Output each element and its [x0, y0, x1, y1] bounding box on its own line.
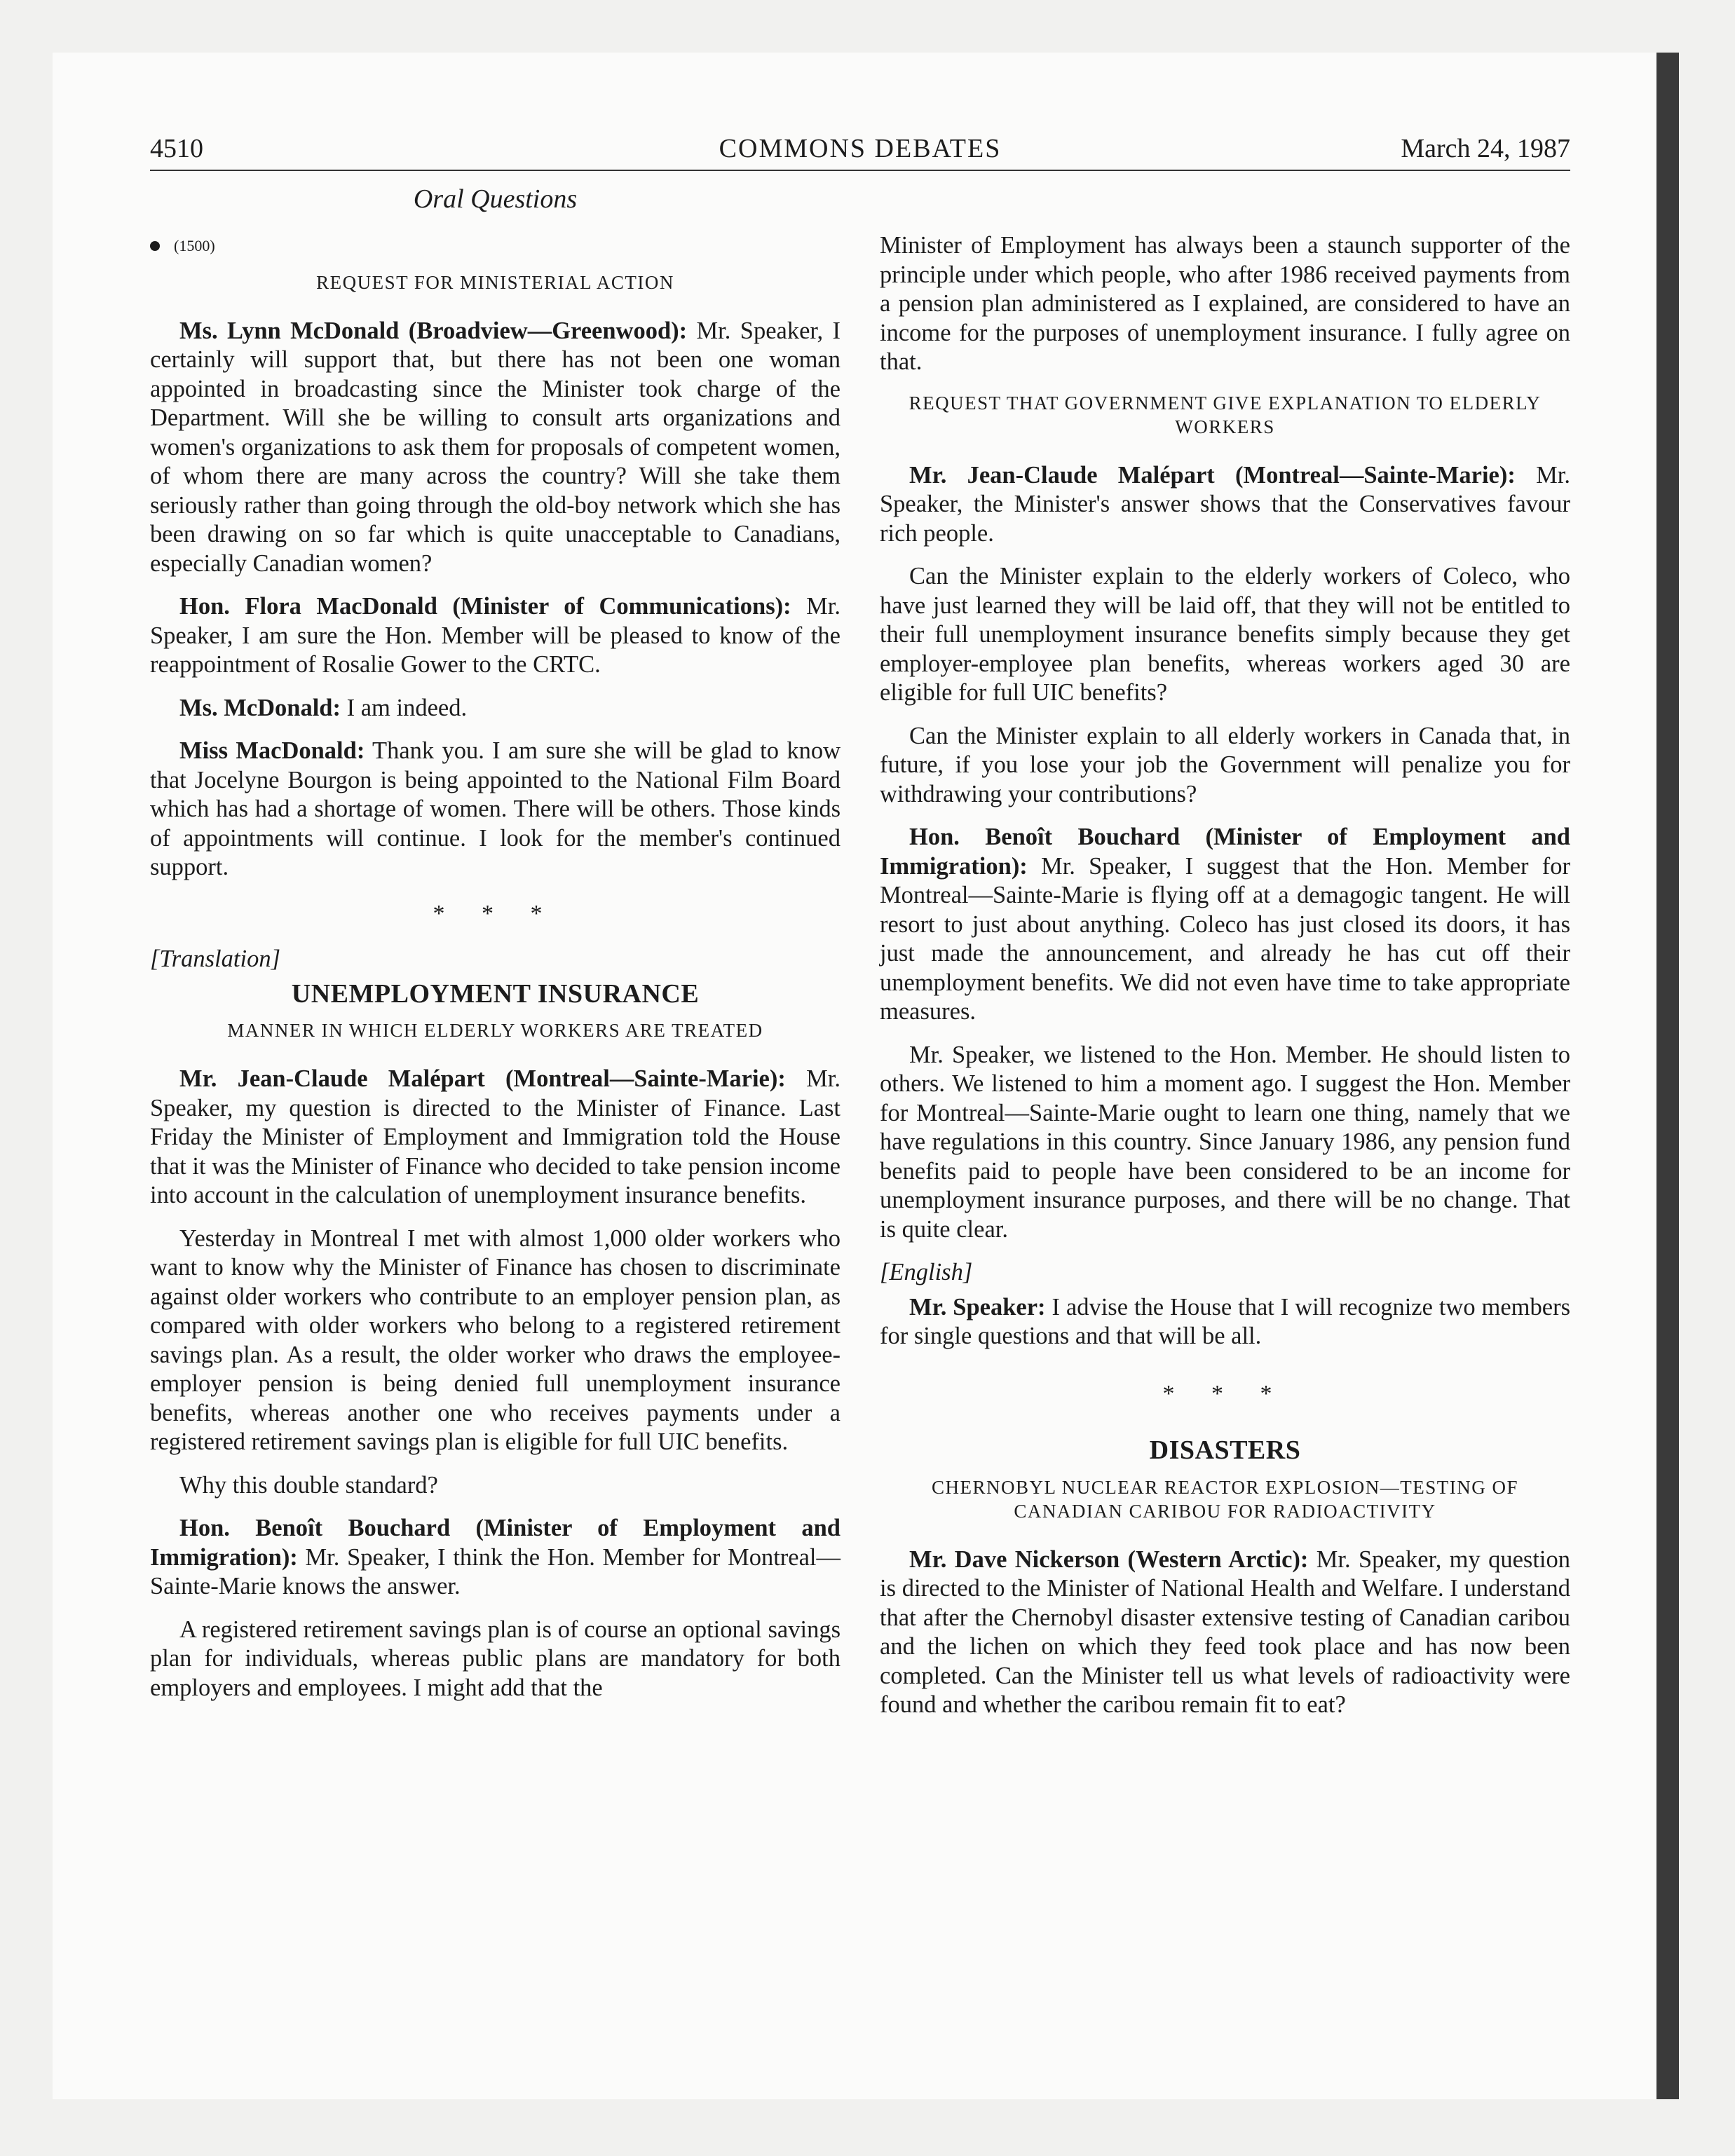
- speaker-name: Ms. McDonald:: [179, 694, 341, 721]
- paragraph: Can the Minister explain to the elderly workers of Coleco, who have just learned they will be laid off, that they will not be entitled to their full unemployment insurance benefits simply because they get employer-employee plan benefits, whereas workers aged 30 are eligible for full UIC benefits?: [880, 563, 1570, 706]
- running-header: [150, 133, 1570, 171]
- paragraph: [880, 461, 1570, 549]
- paragraph: Minister of Employment has always been a staunch supporter of the principle under which people, who after 1986 received payments from a pension plan administered as I explained, are considered to have an income for the purposes of unemployment insurance. I fully agree on that.: [880, 232, 1570, 375]
- speech-text: Thank you. I am sure she will be glad to know that Jocelyne Bourgon is being appointed to the National Film Board which has had a shortage of women. There will be others. Those kinds of appointments will continue. I look for the member's continued support.: [150, 737, 841, 880]
- speech-text: Mr. Speaker, my question is directed to the Minister of Finance. Last Friday the Minister of Employment and Immigration told the House that it was the Minister of Finance who decided to take pension income into account in the calculation of unemployment insurance benefits.: [150, 1065, 841, 1208]
- language-marker: [Translation]: [150, 946, 280, 972]
- speech-text: I advise the House that I will recognize two members for single questions and that will be all.: [880, 1293, 1570, 1349]
- paragraph: [880, 823, 1570, 1027]
- section-separator: * * *: [1162, 1380, 1288, 1407]
- subheading: CHERNOBYL NUCLEAR REACTOR EXPLOSION—TESTING OF CANADIAN CARIBOU FOR RADIOACTIVITY: [931, 1476, 1519, 1522]
- paragraph: [150, 592, 841, 680]
- section-heading: DISASTERS: [1149, 1435, 1301, 1465]
- speaker-name: Mr. Dave Nickerson (Western Arctic):: [909, 1546, 1309, 1573]
- subheading: REQUEST FOR MINISTERIAL ACTION: [316, 271, 674, 293]
- page-number: 4510: [150, 134, 203, 163]
- section-heading: UNEMPLOYMENT INSURANCE: [291, 978, 700, 1009]
- paragraph: Mr. Speaker, we listened to the Hon. Member. He should listen to others. We listened to him a moment ago. I suggest the Hon. Member for Montreal—Sainte-Marie ought to learn one thing, namely that we have regulations in this country. Since January 1986, any pension fund benefits paid to people have been considered to be an income for unemployment insurance purposes, and there will be no change. That is quite clear.: [880, 1041, 1570, 1243]
- paragraph: Why this double standard?: [179, 1471, 438, 1499]
- time-marker: [150, 231, 841, 261]
- speaker-name: Mr. Jean-Claude Malépart (Montreal—Sainte-Marie):: [179, 1065, 786, 1092]
- left-column: [150, 231, 841, 1717]
- paragraph: [880, 1546, 1570, 1720]
- speaker-name: Hon. Benoît Bouchard (Minister of Employment and Immigration):: [150, 1515, 841, 1571]
- issue-date: March 24, 1987: [1401, 134, 1570, 163]
- paragraph: [150, 317, 841, 579]
- speaker-name: Miss MacDonald:: [179, 737, 365, 764]
- speech-text: I am indeed.: [340, 694, 468, 721]
- speaker-name: Mr. Jean-Claude Malépart (Montreal—Sainte-Marie):: [909, 461, 1516, 489]
- paragraph: [150, 1514, 841, 1602]
- paragraph: [150, 737, 841, 882]
- paragraph: A registered retirement savings plan is of course an optional savings plan for individuals, whereas public plans are mandatory for both employers and employees. I might add that the: [150, 1616, 841, 1701]
- paragraph: [150, 694, 841, 723]
- paragraph: Yesterday in Montreal I met with almost 1,000 older workers who want to know why the Minister of Finance has chosen to discriminate against older workers who contribute to an employer pension plan, as compared with older workers who belong to a registered retirement savings plan. As a result, the older worker who draws the employee-employer pension is being denied full unemployment insurance benefits, whereas another one who receives payments under a registered retirement savings plan is eligible for full UIC benefits.: [150, 1224, 841, 1455]
- speaker-name: Hon. Benoît Bouchard (Minister of Employment and Immigration):: [880, 824, 1570, 880]
- speech-text: Mr. Speaker, I am sure the Hon. Member will be pleased to know of the reappointment of Rosalie Gower to the CRTC.: [150, 593, 841, 678]
- scan-edge-shadow: [1656, 53, 1679, 2099]
- language-marker: [English]: [880, 1259, 973, 1285]
- publication-title: COMMONS DEBATES: [719, 134, 1002, 163]
- time-marker-text: (1500): [174, 237, 215, 254]
- subheading: MANNER IN WHICH ELDERLY WORKERS ARE TREATED: [227, 1020, 763, 1041]
- paragraph: [150, 1065, 841, 1210]
- right-column: [880, 231, 1570, 1734]
- speech-text: Mr. Speaker, I think the Hon. Member for Montreal—Sainte-Marie knows the answer.: [150, 1543, 841, 1599]
- paragraph: [880, 1293, 1570, 1351]
- section-label: Oral Questions: [413, 184, 578, 214]
- bullet-icon: [150, 241, 160, 251]
- speaker-name: Hon. Flora MacDonald (Minister of Communications):: [179, 593, 791, 620]
- speech-text: Mr. Speaker, my question is directed to the Minister of National Health and Welfare. I understand that after the Chernobyl disaster extensive testing of Canadian caribou and the lichen on which they feed took place and has now been completed. Can the Minister tell us what levels of radioactivity were found and whether the caribou remain fit to eat?: [880, 1546, 1570, 1718]
- subheading: REQUEST THAT GOVERNMENT GIVE EXPLANATION TO ELDERLY WORKERS: [909, 392, 1542, 437]
- speaker-name: Ms. Lynn McDonald (Broadview—Greenwood):: [179, 317, 688, 344]
- section-separator: * * *: [433, 900, 558, 927]
- paragraph: Can the Minister explain to all elderly workers in Canada that, in future, if you lose your job the Government will penalize you for withdrawing your contributions?: [880, 722, 1570, 807]
- speech-text: Mr. Speaker, I suggest that the Hon. Member for Montreal—Sainte-Marie is flying off at a demagogic tangent. He will resort to just about anything. Coleco has just closed its doors, it has just made the announcement, and already he has cut off their unemployment benefits. We did not even have time to take appropriate measures.: [880, 852, 1570, 1025]
- speaker-name: Mr. Speaker:: [909, 1293, 1046, 1321]
- speech-text: Mr. Speaker, I certainly will support that, but there has not been one woman appointed in broadcasting since the Minister took charge of the Department. Will she be willing to consult arts organizations and women's organizations to ask them for proposals of competent women, of whom there are many across the country? Will she take them seriously rather than going through the old-boy network which she has been drawing on so far which is quite unacceptable to Canadians, especially Canadian women?: [150, 317, 841, 577]
- speech-text: Mr. Speaker, the Minister's answer shows that the Conservatives favour rich people.: [880, 461, 1570, 547]
